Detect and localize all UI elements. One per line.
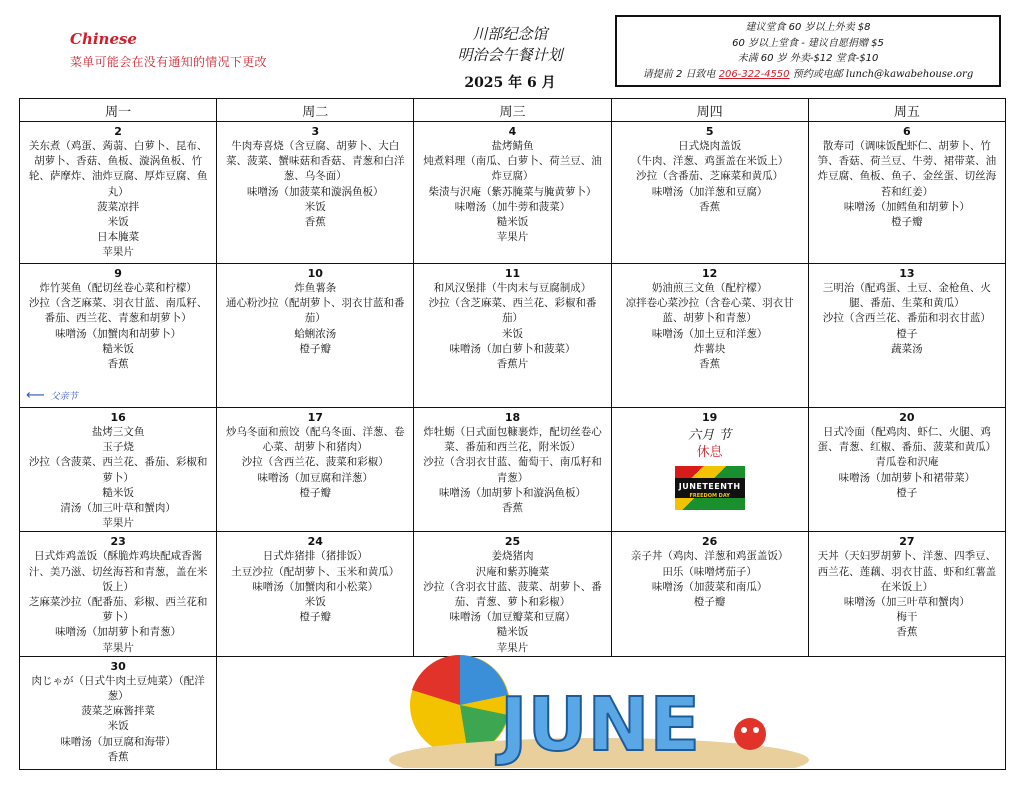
day-number: 3 [311,125,320,138]
day-cell [414,532,611,656]
day-number: 27 [899,535,915,549]
day-cell [20,532,217,656]
email-address[interactable]: lunch@kawabehouse.org [845,68,974,80]
venue-name: 川部纪念馆 [472,25,548,43]
day-cell [217,264,414,408]
day-number: 4 [508,125,517,138]
day-number: 11 [504,267,521,280]
day-number: 10 [307,267,323,280]
crab-icon [734,718,766,750]
day-number: 5 [705,125,714,138]
day-cell [808,532,1005,656]
day-number: 9 [114,267,122,280]
day-cell [217,122,414,264]
day-number: 26 [702,535,718,549]
menu-text: 炸竹荚鱼（配切丝卷心菜和柠檬） 沙拉（含芝麻菜、羽衣甘蓝、南瓜籽、番茄、西兰花、青葱和胡萝卜） 味噌汤（加蟹肉和胡萝卜） 糙米饭 香蕉 [28,282,208,371]
arrow-left-icon: ⟵ [26,387,45,403]
day-number: 13 [899,267,915,280]
menu-text: 奶油煎三文鱼（配柠檬） 凉拌卷心菜沙拉（含卷心菜、羽衣甘蓝、胡萝卜和青葱） 味噌汤（加土豆和洋葱） 炸薯块 香蕉 [625,282,794,371]
day-number: 17 [307,411,323,424]
menu-text: 日式烧肉盖饭 （牛肉、洋葱、鸡蛋盖在米饭上） 沙拉（含番茄、芝麻菜和黄瓜） 味噌汤（加洋葱和豆腐） 香蕉 [630,140,789,213]
day-cell [611,408,808,532]
weekday-wed: 周三 [414,99,611,122]
day-number: 12 [702,267,718,280]
menu-text: 炸牡蛎（日式面包糠裹炸，配切丝卷心菜、番茄和西兰花，附米饭） 沙拉（含羽衣甘蓝、葡萄干、南瓜籽和青葱） 味噌汤（加胡萝卜和漩涡鱼板） 香蕉 [423,426,602,515]
menu-text: 三明治（配鸡蛋、土豆、金枪鱼、火腿、番茄、生菜和黄瓜） 沙拉（含西兰花、番茄和羽衣甘蓝） 橙子 蔬菜汤 [822,282,991,355]
day-number: 6 [903,125,911,138]
menu-text: 关东煮（鸡蛋、蒟蒻、白萝卜、昆布、胡萝卜、香菇、鱼板、漩涡鱼板、竹轮、萨摩炸、油炸豆腐、厚炸豆腐、鱼丸） 菠菜凉拌 米饭 日本腌菜 苹果片 [28,140,208,259]
menu-text: 盐烤三文鱼 玉子烧 沙拉（含菠菜、西兰花、番茄、彩椒和萝卜） 糙米饭 清汤（加三叶草和蟹肉） 苹果片 [28,426,208,530]
menu-text: 散寿司（调味饭配虾仁、胡萝卜、竹笋、香菇、荷兰豆、牛蒡、裙带菜、油炸豆腐、鱼板、鱼子、金丝蛋、切丝海苔和红姜） 味噌汤（加鳕鱼和胡萝卜） 橙子瓣 [817,140,997,229]
weekday-thu: 周四 [611,99,808,122]
june-word: JUNE [499,682,701,768]
note-label: 父亲节 [50,391,78,402]
badge-title: JUNETEENTH [678,482,741,492]
menu-text: 盐烤鲭鱼 炖煮料理（南瓜、白萝卜、荷兰豆、油炸豆腐） 柴渍与沢庵（紫苏腌菜与腌黄萝卜） 味噌汤（加牛蒡和菠菜） 糙米饭 苹果片 [423,140,602,244]
day-cell [808,264,1005,408]
header-title [440,24,580,92]
menu-text: 亲子丼（鸡肉、洋葱和鸡蛋盖饭） 田乐（味噌烤茄子） 味噌汤（加菠菜和南瓜） 橙子瓣 [630,550,789,609]
week-row [20,408,1006,532]
day-cell [20,408,217,532]
contact-line [617,67,999,83]
day-cell [808,408,1005,532]
menu-change-notice: 菜单可能会在没有通知的情况下更改 [70,55,267,69]
brand-label: Chinese [70,30,137,48]
day-number: 23 [110,535,126,549]
day-number: 24 [307,535,323,549]
menu-text: 肉じゃが（日式牛肉土豆炖菜）（配洋葱） 菠菜芝麻酱拌菜 米饭 味噌汤（加豆腐和海带） 香蕉 [31,674,205,763]
juneteenth-badge [675,466,745,510]
day-number: 20 [899,411,915,424]
menu-text: 天丼（天妇罗胡萝卜、洋葱、四季豆、西兰花、莲藕、羽衣甘蓝、虾和红薯盖在米饭上） 味噌汤（加三叶草和蟹肉） 梅干 香蕉 [817,550,997,639]
phone-mid: 预约或电邮 [792,68,843,80]
phone-prefix: 请提前 2 日致电 [642,68,716,80]
crab-eye-left [741,727,747,733]
holiday-closed-label: 休息 [696,445,723,461]
day-number: 25 [504,535,521,549]
day-number: 30 [110,659,126,673]
day-cell [20,122,217,264]
day-cell [808,122,1005,264]
holiday-title: 六月 节 [688,428,732,443]
menu-text: 姜烧猪肉 沢庵和紫苏腌菜 沙拉（含羽衣甘蓝、菠菜、胡萝卜、番茄、青葱、萝卜和彩椒） 味噌汤（加豆瓣菜和豆腐） 糙米饭 苹果片 [423,550,602,654]
crab-eye-right [753,727,759,733]
weekday-mon: 周一 [20,99,217,122]
day-cell [20,656,217,769]
program-name: 明治会午餐计划 [457,46,563,64]
day-number: 2 [114,125,122,138]
weekday-tue: 周二 [217,99,414,122]
weekday-fri: 周五 [808,99,1005,122]
phone-number[interactable]: 206-322-4550 [718,68,790,80]
june-art [388,650,810,768]
header-left [70,30,267,70]
weekday-header-row [20,99,1006,122]
menu-text: 日式冷面（配鸡肉、虾仁、火腿、鸡蛋、青葱、红椒、番茄、菠菜和黄瓜） 青瓜卷和沢庵 味噌汤（加胡萝卜和裙带菜） 橙子 [817,426,997,499]
day-cell [414,408,611,532]
day-cell [414,122,611,264]
price-line-1: 建议堂食 60 岁以上外卖 $8 [745,22,871,33]
badge-subtitle: FREEDOM DAY [689,493,730,500]
menu-text: 牛肉寿喜烧（含豆腐、胡萝卜、大白菜、菠菜、蟹味菇和香菇、青葱和白洋葱、乌冬面） 味噌汤（加菠菜和漩涡鱼板） 米饭 香蕉 [226,140,405,229]
menu-text: 日式炸猪排（猪排饭） 土豆沙拉（配胡萝卜、玉米和黄瓜） 味噌汤（加蟹肉和小松菜） 米饭 橙子瓣 [231,550,400,624]
price-line-2: 60 岁以上堂食 - 建议自愿捐赠 $5 [732,37,884,49]
month-label: 2025 年 6 月 [464,75,556,91]
menu-text: 炸鱼薯条 通心粉沙拉（配胡萝卜、羽衣甘蓝和番茄） 蛤蜊浓汤 橙子瓣 [226,282,405,355]
day-number: 19 [702,411,718,424]
day-cell [611,532,808,656]
day-cell [217,532,414,656]
menu-text: 炒乌冬面和煎饺（配乌冬面、洋葱、卷心菜、胡萝卜和猪肉） 沙拉（含西兰花、菠菜和彩椒） 味噌汤（加豆腐和洋葱） 橙子瓣 [226,426,405,499]
day-number: 16 [110,411,126,424]
day-cell [611,264,808,408]
week-row [20,264,1006,408]
day-cell [414,264,611,408]
menu-text: 日式炸鸡盖饭（酥脆炸鸡块配咸香酱汁、美乃滋、切丝海苔和青葱，盖在米饭上） 芝麻菜沙拉（配番茄、彩椒、西兰花和萝卜） 味噌汤（加胡萝卜和青葱） 苹果片 [28,550,208,654]
day-cell [20,264,217,408]
price-line-3: 未满 60 岁 外卖-$12 堂食-$10 [737,53,879,64]
week-row [20,532,1006,656]
week-row [20,122,1006,264]
fathers-day-note [26,388,78,405]
day-cell [217,408,414,532]
day-number: 18 [504,411,521,424]
menu-text: 和风汉堡排（牛肉末与豆腐制成） 沙拉（含芝麻菜、西兰花、彩椒和番茄） 米饭 味噌汤（加白萝卜和菠菜） 香蕉片 [428,282,597,371]
price-info-box [615,15,1001,87]
day-cell [611,122,808,264]
